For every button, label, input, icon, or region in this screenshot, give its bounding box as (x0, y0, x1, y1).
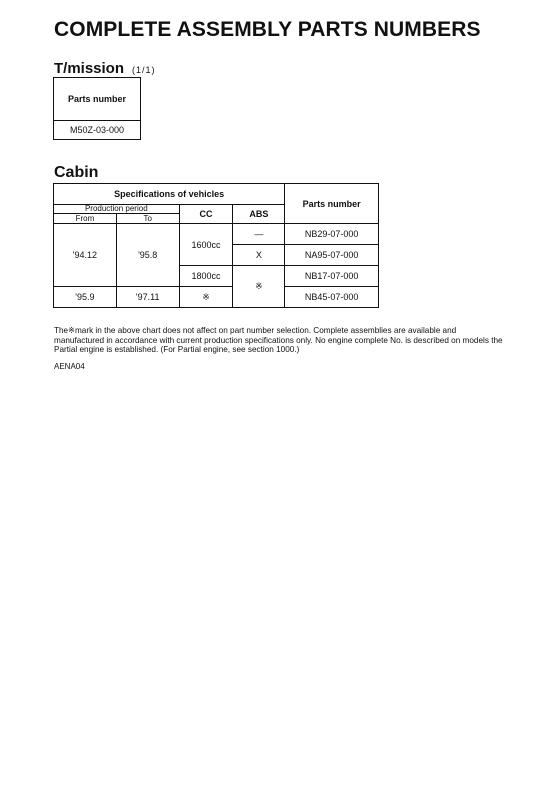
row2-part-number: NA95-07-000 (285, 245, 379, 266)
row4-cc: ※ (179, 287, 233, 308)
transmission-part-number: M50Z-03-000 (54, 121, 141, 140)
row2-abs: X (233, 245, 285, 266)
from-header: From (54, 214, 117, 224)
page-title: COMPLETE ASSEMBLY PARTS NUMBERS (54, 18, 481, 41)
cabin-parts-number-header: Parts number (285, 184, 379, 224)
transmission-table (53, 77, 141, 140)
row3-abs: ※ (233, 266, 285, 308)
transmission-heading (54, 60, 156, 77)
cabin-heading: Cabin (54, 164, 99, 181)
cc-header: CC (179, 205, 233, 224)
row4-part-number: NB45-07-000 (285, 287, 379, 308)
row1-from: '94.12 (54, 224, 117, 287)
row4-from: '95.9 (54, 287, 117, 308)
row1-abs: — (233, 224, 285, 245)
row1-part-number: NB29-07-000 (285, 224, 379, 245)
transmission-parts-number-header: Parts number (54, 78, 141, 121)
abs-header: ABS (233, 205, 285, 224)
footnote: The※mark in the above chart does not affect on part number selection. Complete assemblies are available and manufactured in accordance with current production specifications only. No engine complete No. is described on models the Partial engine is established. (For Partial engine, see section 1000.) (54, 326, 503, 354)
to-header: To (116, 214, 179, 224)
transmission-page-indicator: (1/1) (132, 65, 156, 75)
row3-cc: 1800cc (179, 266, 233, 287)
row4-to: '97.11 (116, 287, 179, 308)
production-period-header: Production period (54, 205, 180, 214)
document-code: AENA04 (54, 362, 85, 371)
transmission-heading-text: T/mission (54, 60, 125, 77)
row1-to: '95.8 (116, 224, 179, 287)
row1-cc: 1600cc (179, 224, 233, 266)
row3-part-number: NB17-07-000 (285, 266, 379, 287)
cabin-table (53, 183, 379, 308)
spec-header: Specifications of vehicles (54, 184, 285, 205)
